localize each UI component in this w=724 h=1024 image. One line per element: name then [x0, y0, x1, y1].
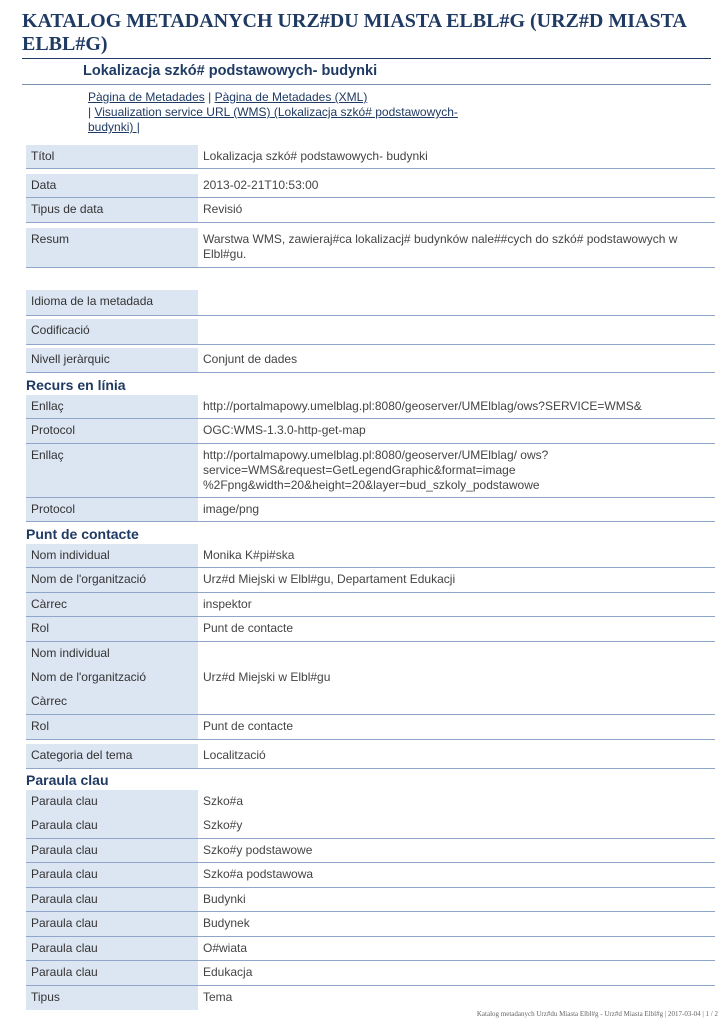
field-label: Codificació: [26, 319, 198, 344]
field-value: O#wiata: [203, 941, 248, 955]
field-label: Paraula clau: [26, 790, 198, 814]
page-footer: Katalog metadanych Urz#du Miasta Elbl#g - Urz#d Miasta Elbl#g | 2017-03-04 | 1 / 2: [476, 1010, 718, 1018]
field-row-date: [26, 174, 715, 198]
field-label: Paraula clau: [26, 839, 198, 862]
field-row-position: [26, 593, 715, 617]
field-row-organization: [26, 568, 715, 593]
field-value: Budynek: [203, 916, 250, 930]
keyword-row: [26, 961, 715, 986]
field-row-link: [26, 444, 715, 498]
field-label: Enllaç: [26, 395, 198, 418]
field-row-topic-category: [26, 744, 715, 769]
field-row-encoding: [26, 319, 715, 345]
field-row-contact-group: [26, 642, 715, 715]
metadata-links: [88, 90, 478, 135]
field-label: Resum: [26, 228, 198, 267]
field-label: Data: [26, 174, 198, 197]
field-label: Títol: [26, 145, 198, 168]
field-label: Càrrec: [26, 690, 198, 714]
field-row-abstract: [26, 228, 715, 268]
field-label: Rol: [26, 715, 198, 739]
field-value: http://portalmapowy.umelblag.pl:8080/geoserver/UMElblag/ ows?service=WMS&request=GetLegendGraphic&format=image %2Fpng&width=20&height=20&layer=bud_szkoly_podstawowe: [203, 448, 549, 492]
subtitle-divider: [22, 84, 711, 85]
field-value: Szko#y podstawowe: [203, 843, 313, 857]
wms-service-link[interactable]: Visualization service URL (WMS) (Lokalizacja szkó# podstawowych- budynki): [88, 105, 458, 134]
field-value: Szko#y: [203, 818, 243, 832]
dataset-title: Lokalizacja szkó# podstawowych- budynki: [83, 63, 378, 79]
field-value: inspektor: [203, 597, 252, 611]
field-value: image/png: [203, 502, 260, 516]
field-label: Paraula clau: [26, 863, 198, 887]
field-row-individual-name: [26, 544, 715, 568]
field-value: Punt de contacte: [203, 621, 294, 635]
page-title: KATALOG METADANYCH URZ#DU MIASTA ELBL#G (URZ#D MIASTA ELBL#G): [22, 10, 686, 55]
field-label: Protocol: [26, 498, 198, 521]
field-value: Lokalizacja szkó# podstawowych- budynki: [203, 149, 428, 163]
field-label: Idioma de la metadada: [26, 290, 198, 315]
keyword-row: [26, 814, 715, 839]
field-label: Tipus: [26, 986, 198, 1010]
field-row-hierarchy-level: [26, 348, 715, 373]
field-label: Protocol: [26, 419, 198, 443]
field-label: Nom de l'organització: [26, 666, 198, 690]
field-label: Nivell jeràrquic: [26, 348, 198, 372]
keyword-row: [26, 912, 715, 937]
field-value: [198, 319, 715, 344]
field-row-date-type: [26, 198, 715, 223]
field-value: Monika K#pi#ska: [203, 548, 295, 562]
field-label: Càrrec: [26, 593, 198, 616]
field-label: Nom de l'organització: [26, 568, 198, 592]
field-value: Urz#d Miejski w Elbl#gu: [203, 670, 331, 684]
link-separator: |: [136, 120, 140, 134]
field-label: Enllaç: [26, 444, 198, 497]
field-value: Edukacja: [203, 965, 253, 979]
field-label: Paraula clau: [26, 814, 198, 838]
contact-label-stack: [26, 642, 198, 714]
field-value: http://portalmapowy.umelblag.pl:8080/geoserver/UMElblag/ows?SERVICE=WMS&: [203, 399, 642, 413]
keyword-type-row: [26, 986, 715, 1010]
field-value: Szko#a: [203, 794, 244, 808]
keyword-row: [26, 839, 715, 863]
keyword-row: [26, 888, 715, 912]
field-value: Localització: [203, 748, 266, 762]
keyword-row: [26, 863, 715, 888]
field-value: 2013-02-21T10:53:00: [203, 178, 319, 192]
field-value: Tema: [203, 990, 233, 1004]
field-value: Conjunt de dades: [203, 352, 298, 366]
field-row-role: [26, 617, 715, 642]
field-value: Punt de contacte: [203, 719, 294, 733]
field-label: Nom individual: [26, 544, 198, 567]
keyword-row: [26, 790, 715, 814]
field-value: OGC:WMS-1.3.0-http-get-map: [203, 423, 366, 437]
link-separator: |: [208, 90, 212, 104]
field-row-metadata-language: [26, 290, 715, 316]
field-value: Revisió: [203, 202, 243, 216]
metadata-xml-link[interactable]: Pàgina de Metadades (XML): [214, 90, 368, 104]
field-label: Paraula clau: [26, 961, 198, 985]
field-value: Szko#a podstawowa: [203, 867, 314, 881]
field-label: Categoria del tema: [26, 744, 198, 768]
metadata-page-link[interactable]: Pàgina de Metadades: [88, 90, 205, 104]
title-divider: [22, 58, 711, 59]
link-separator: |: [88, 105, 92, 119]
field-row-link: [26, 395, 715, 419]
field-label: Rol: [26, 617, 198, 641]
field-label: Paraula clau: [26, 937, 198, 960]
field-label: Paraula clau: [26, 888, 198, 911]
section-heading-contact: Punt de contacte: [26, 526, 139, 542]
section-heading-keywords: Paraula clau: [26, 772, 109, 788]
field-value: Warstwa WMS, zawieraj#ca lokalizacj# budynków nale##cych do szkó# podstawowych w Elbl#gu.: [203, 232, 678, 261]
field-label: Nom individual: [26, 642, 198, 666]
field-value: Budynki: [203, 892, 246, 906]
section-heading-online-resource: Recurs en línia: [26, 377, 126, 393]
field-row-protocol: [26, 498, 715, 522]
field-value: Urz#d Miejski w Elbl#gu, Departament Edukacji: [203, 572, 456, 586]
field-row-title: [26, 145, 715, 169]
field-label: Paraula clau: [26, 912, 198, 936]
keyword-row: [26, 937, 715, 961]
field-row-protocol: [26, 419, 715, 444]
field-value: [198, 290, 715, 315]
field-row-role: [26, 715, 715, 740]
field-label: Tipus de data: [26, 198, 198, 222]
